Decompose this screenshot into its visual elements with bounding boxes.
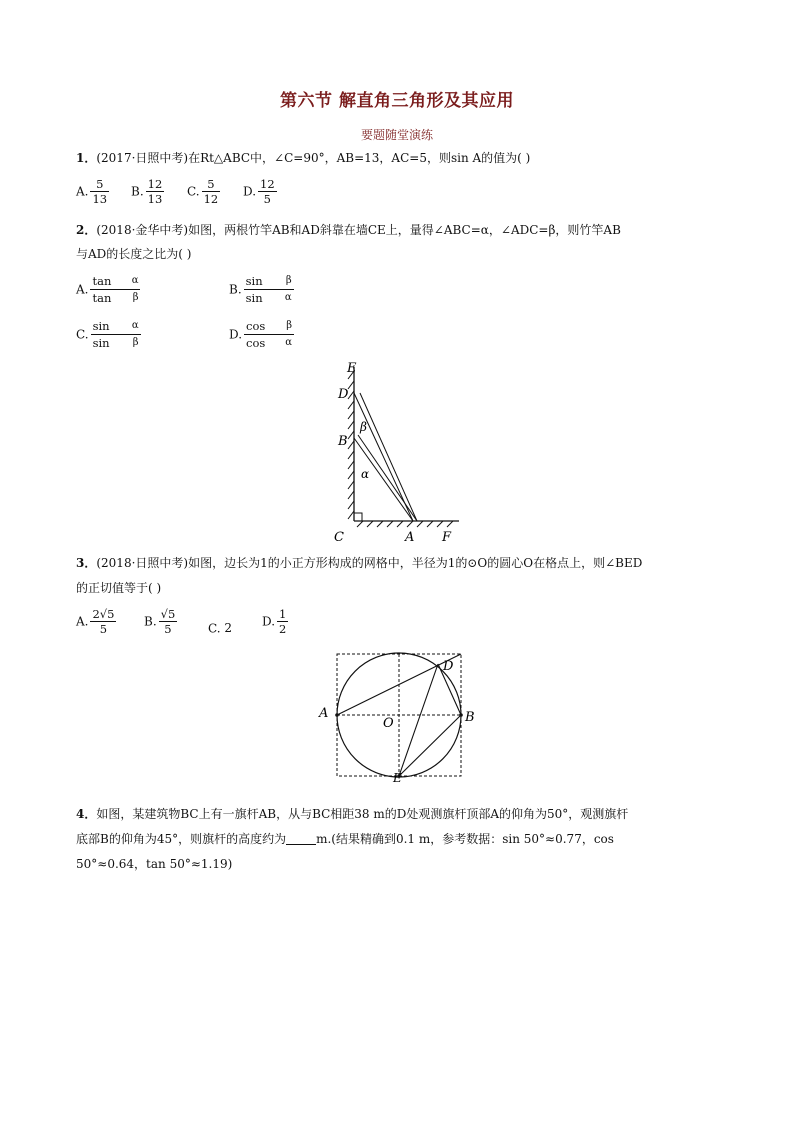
q1-option-d: D. $\frac{12}{5}$	[243, 177, 275, 206]
q3-option-b: B. $\frac{√5}{5}$	[144, 607, 176, 636]
label-e: E	[393, 771, 402, 783]
pole-ad-edge	[360, 393, 417, 521]
q2-option-b: B. sin β sin α	[229, 274, 292, 305]
q2-figure-bamboo-poles	[325, 355, 475, 550]
question-2-line-2: 与AD的长度之比为( )	[76, 247, 192, 261]
label-d: D	[443, 659, 454, 674]
label-alpha: α	[361, 467, 370, 481]
answer-blank[interactable]	[286, 832, 316, 845]
q1-option-b: B. $\frac{12}{13}$	[131, 177, 163, 206]
question-number: 1．	[76, 151, 97, 165]
label-c: C	[334, 530, 344, 545]
section-subtitle: 要题随堂演练	[360, 128, 433, 142]
label-a: A	[405, 530, 415, 545]
q3-option-a: A. $\frac{2√5}{5}$	[76, 607, 115, 636]
label-beta: β	[360, 420, 367, 434]
question-3-line-2: 的正切值等于( )	[76, 581, 162, 595]
question-number: 3．	[76, 556, 97, 570]
question-4-line-1: 4．如图，某建筑物BC上有一旗杆AB，从与BC相距38 m的D处观测旗杆顶部A的仰角为50°，观测旗杆	[76, 807, 629, 821]
q2-option-a: A. tan α tan β	[76, 274, 139, 305]
label-e: E	[347, 361, 357, 376]
q3-figure-circle-grid	[315, 648, 485, 783]
label-o: O	[383, 716, 394, 731]
q2-option-c: C. sin α sin β	[76, 319, 139, 350]
question-number: 2．	[76, 223, 97, 237]
label-b: B	[338, 434, 348, 449]
label-b: B	[465, 710, 475, 725]
question-number: 4．	[76, 807, 97, 821]
label-f: F	[442, 530, 452, 545]
right-angle-mark	[354, 513, 362, 521]
q3-option-c: C. 2	[208, 621, 233, 636]
page-title: 第六节 解直角三角形及其应用	[280, 91, 514, 111]
segment-ed	[399, 664, 438, 776]
label-d: D	[338, 387, 349, 402]
q2-option-d: D. cos β cos α	[229, 319, 293, 350]
q1-option-a: A. $\frac{5}{13}$	[76, 177, 108, 206]
question-3-line-1: 3．(2018·日照中考)如图，边长为1的小正方形构成的网格中，半径为1的⊙O的圆心O在格点上，则∠BED	[76, 556, 643, 570]
question-4-line-3: 50°≈0.64，tan 50°≈1.19)	[76, 857, 233, 871]
question-1	[76, 150, 530, 166]
q1-option-c: C. $\frac{5}{12}$	[187, 177, 219, 206]
segment-eb	[399, 715, 461, 776]
ground-hatching	[357, 521, 453, 527]
question-4-line-2: 底部B的仰角为45°，则旗杆的高度约为 m.(结果精确到0.1 m，参考数据：sin 50°≈0.77，cos	[76, 832, 614, 846]
q3-option-d: D. $\frac{1}{2}$	[262, 607, 287, 636]
point-a	[335, 713, 339, 717]
wall-hatching	[348, 371, 354, 519]
question-2-line-1: 2．(2018·金华中考)如图，两根竹竿AB和AD斜靠在墙CE上，量得∠ABC=α，∠ADC=β，则竹竿AB	[76, 223, 621, 237]
point-b	[459, 713, 463, 717]
question-text: (2017·日照中考)在Rt△ABC中，∠C=90°，AB=13，AC=5，则sin A的值为( )	[96, 151, 531, 165]
label-a: A	[319, 706, 329, 721]
